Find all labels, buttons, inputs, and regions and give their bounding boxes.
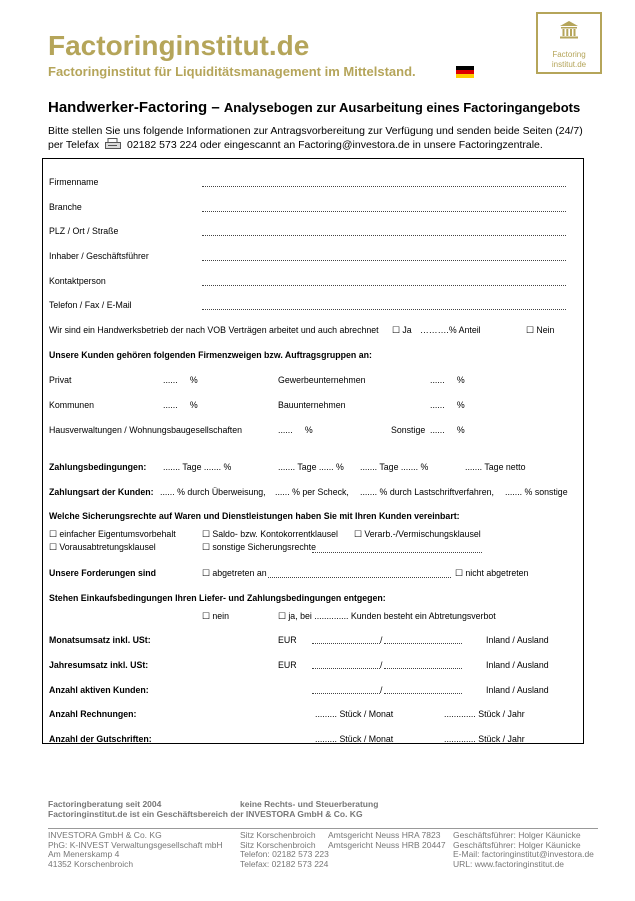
field-label: PLZ / Ort / Straße — [49, 226, 119, 236]
field-label: Branche — [49, 202, 82, 212]
gewerbe-label: Gewerbeunternehmen — [278, 375, 366, 385]
anzahl-kunden-field-2[interactable] — [384, 693, 462, 694]
vob-nein-checkbox[interactable]: ☐ Nein — [526, 325, 555, 335]
slash: / — [380, 660, 383, 670]
jahresumsatz-eur: EUR — [278, 660, 297, 670]
s5-checkbox[interactable]: ☐ sonstige Sicherungsrechte — [202, 542, 317, 552]
fax-icon — [105, 138, 121, 149]
intro-text: Bitte stellen Sie uns folgende Informationen zur Antragsvorbereitung zur Verfügung und senden beide Seiten (24/7) per Telefax 02182 573 224 oder eingescannt an Factoring@investora.de in unsere Factoringzentrale. — [48, 125, 583, 151]
logo-text-1: Factoring — [552, 50, 586, 59]
field-input-line[interactable] — [202, 260, 566, 261]
einkauf-nein-checkbox[interactable]: ☐ nein — [202, 611, 229, 621]
slash: / — [380, 685, 383, 695]
zb-field-1[interactable]: ....... Tage ....... % — [163, 462, 232, 472]
kommunen-pct[interactable]: ...... % — [163, 400, 198, 410]
jahresumsatz-inland: Inland / Ausland — [486, 660, 549, 670]
za-field-2[interactable]: ...... % per Scheck, — [275, 487, 349, 497]
gutschriften-monat[interactable]: ......... Stück / Monat — [315, 734, 394, 744]
slash: / — [380, 635, 383, 645]
field-label: Inhaber / Geschäftsführer — [49, 251, 149, 261]
zahlungsbed-label: Zahlungsbedingungen: — [49, 462, 147, 472]
za-field-3[interactable]: ....... % durch Lastschriftverfahren, — [360, 487, 494, 497]
zahlungsart-label: Zahlungsart der Kunden: — [49, 487, 154, 497]
abgetreten-line[interactable] — [268, 577, 451, 578]
footer-col-seat: Sitz Korschenbroich Sitz Korschenbroich Telefon: 02182 573 223 Telefax: 02182 573 224 — [240, 830, 329, 869]
einkauf-ja-checkbox[interactable]: ☐ ja, bei .............. Kunden besteht ein Abtretungsverbot — [278, 611, 496, 621]
zb-field-3[interactable]: ....... Tage ....... % — [360, 462, 429, 472]
monatsumsatz-field-2[interactable] — [384, 643, 462, 644]
footer-divider — [48, 828, 598, 829]
sonstige-label: Sonstige — [391, 425, 426, 435]
bau-pct[interactable]: ...... % — [430, 400, 465, 410]
vob-ja-checkbox[interactable]: ☐ Ja — [392, 325, 412, 335]
logo-text-2: institut.de — [551, 60, 587, 69]
abgetreten-checkbox[interactable]: ☐ abgetreten an — [202, 568, 267, 578]
footer-disclaimer: keine Rechts- und Steuerberatung — [240, 799, 379, 809]
footer-division: Factoringinstitut.de ist ein Geschäftsbereich der INVESTORA GmbH & Co. KG — [48, 809, 363, 819]
monatsumsatz-eur: EUR — [278, 635, 297, 645]
anzahl-kunden-field-1[interactable] — [312, 693, 380, 694]
field-input-line[interactable] — [202, 285, 566, 286]
gewerbe-pct[interactable]: ...... % — [430, 375, 465, 385]
field-label: Telefon / Fax / E-Mail — [49, 300, 132, 310]
zb-field-2[interactable]: ....... Tage ...... % — [278, 462, 344, 472]
anzahl-gutschriften-label: Anzahl der Gutschriften: — [49, 734, 152, 744]
s4-checkbox[interactable]: ☐ Vorausabtretungsklausel — [49, 542, 156, 552]
vob-label: Wir sind ein Handwerksbetrieb der nach VOB Verträgen arbeitet und auch abrechnet — [49, 325, 379, 335]
field-input-line[interactable] — [202, 309, 566, 310]
field-label: Kontaktperson — [49, 276, 106, 286]
footer-col-court: Amtsgericht Neuss HRA 7823 Amtsgericht Neuss HRB 20447 — [328, 830, 446, 850]
privat-pct[interactable]: ...... % — [163, 375, 198, 385]
monatsumsatz-field-1[interactable] — [312, 643, 380, 644]
monatsumsatz-label: Monatsumsatz inkl. USt: — [49, 635, 151, 645]
field-label: Firmenname — [49, 177, 99, 187]
rechnungen-jahr[interactable]: ............. Stück / Jahr — [444, 709, 525, 719]
field-input-line[interactable] — [202, 186, 566, 187]
s5-line[interactable] — [312, 552, 482, 553]
hausverw-pct[interactable]: ...... % — [278, 425, 313, 435]
anzahl-kunden-label: Anzahl aktiven Kunden: — [49, 685, 149, 695]
zb-field-4[interactable]: ....... Tage netto — [465, 462, 526, 472]
kommunen-label: Kommunen — [49, 400, 94, 410]
nicht-abgetreten-checkbox[interactable]: ☐ nicht abgetreten — [455, 568, 529, 578]
jahresumsatz-field-1[interactable] — [312, 668, 380, 669]
anzahl-kunden-inland: Inland / Ausland — [486, 685, 549, 695]
field-input-line[interactable] — [202, 235, 566, 236]
jahresumsatz-label: Jahresumsatz inkl. USt: — [49, 660, 149, 670]
za-field-4[interactable]: ....... % sonstige — [505, 487, 568, 497]
footer-col-company: INVESTORA GmbH & Co. KG PhG: K-INVEST Verwaltungsgesellschaft mbH Am Menerskamp 4 41352 Korschenbroich — [48, 830, 223, 869]
brand-title: Factoringinstitut.de — [48, 30, 310, 61]
forderungen-label: Unsere Forderungen sind — [49, 568, 157, 578]
hausverw-label: Hausverwaltungen / Wohnungsbaugesellschaften — [49, 425, 243, 435]
s1-checkbox[interactable]: ☐ einfacher Eigentumsvorbehalt — [49, 529, 176, 539]
rechnungen-monat[interactable]: ......... Stück / Monat — [315, 709, 394, 719]
privat-label: Privat — [49, 375, 72, 385]
einkauf-heading: Stehen Einkaufsbedingungen Ihren Liefer- und Zahlungsbedingungen entgegen: — [49, 593, 386, 603]
german-flag-icon — [456, 66, 474, 78]
brand-tagline: Factoringinstitut für Liquiditätsmanagement im Mittelstand. — [48, 64, 416, 79]
kunden-heading: Unsere Kunden gehören folgenden Firmenzweigen bzw. Auftragsgruppen an: — [49, 350, 372, 360]
za-field-1[interactable]: ...... % durch Überweisung, — [160, 487, 266, 497]
anzahl-rechnungen-label: Anzahl Rechnungen: — [49, 709, 137, 719]
bank-building-icon — [559, 20, 579, 40]
sicherung-heading: Welche Sicherungsrechte auf Waren und Dienstleistungen haben Sie mit Ihren Kunden vereinbart: — [49, 511, 460, 521]
monatsumsatz-inland: Inland / Ausland — [486, 635, 549, 645]
page-title: Handwerker-Factoring – Analysebogen zur Ausarbeitung eines Factoringangebots — [48, 99, 581, 116]
vob-anteil[interactable]: ……….% Anteil — [420, 325, 481, 335]
sonstige-pct[interactable]: ...... % — [430, 425, 465, 435]
s2-checkbox[interactable]: ☐ Saldo- bzw. Kontokorrentklausel — [202, 529, 339, 539]
footer-since: Factoringberatung seit 2004 — [48, 799, 162, 809]
gutschriften-jahr[interactable]: ............. Stück / Jahr — [444, 734, 525, 744]
footer-col-management: Geschäftsführer: Holger Käunicke Geschäftsführer: Holger Käunicke E-Mail: factoringinstitut@investora.de URL: www.factoringinstitut.de — [453, 830, 594, 869]
s3-checkbox[interactable]: ☐ Verarb.-/Vermischungsklausel — [354, 529, 481, 539]
logo — [536, 12, 602, 74]
field-input-line[interactable] — [202, 211, 566, 212]
jahresumsatz-field-2[interactable] — [384, 668, 462, 669]
form-box — [42, 158, 584, 744]
bau-label: Bauunternehmen — [278, 400, 346, 410]
